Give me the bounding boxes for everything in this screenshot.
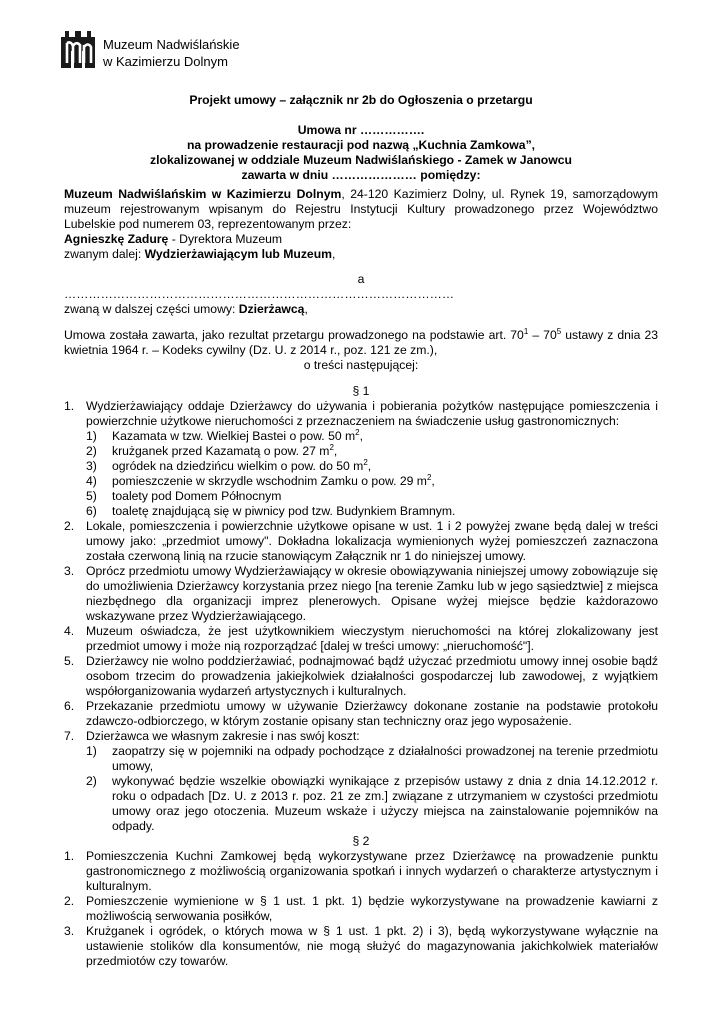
page-title: Projekt umowy – załącznik nr 2b do Ogłoszenia o przetargu bbox=[189, 93, 533, 107]
party1-rep-name: Agnieszkę Zadurę bbox=[64, 232, 169, 246]
party1-name: Muzeum Nadwiślańskim w Kazimierzu Dolnym bbox=[64, 187, 342, 201]
intro-sup-1: 1 bbox=[523, 326, 529, 336]
item-text: Dzierżawca we własnym zakresie i nas swój koszt: bbox=[86, 729, 360, 743]
room-text: Kazamata w tzw. Wielkiej Bastei o pow. 50 m bbox=[112, 429, 356, 443]
room-end: , bbox=[359, 429, 364, 443]
intro-sup-2: 5 bbox=[556, 326, 562, 336]
party1-representative bbox=[64, 232, 658, 247]
party1-rep-role: - Dyrektora Muzeum bbox=[168, 232, 283, 246]
item-text: Krużganek i ogródek, o których mowa w § 1 ust. 1 pkt. 2) i 3), będą wykorzystywane wyłącznie na ustawienie stolików dla konsumentów, nie mogą służyć do magazynowania jakichkolwiek materiałów przedmiotów czy towarów. bbox=[86, 924, 658, 968]
item-text: Muzeum oświadcza, że jest użytkownikiem wieczystym nieruchomości na której zlokalizowany jest przedmiot umowy i może nią rozporządzać [dalej w treści umowy: „nieruchomość"]. bbox=[86, 624, 658, 653]
obligation-text: wykonywać będzie wszelkie obowiązki wynikające z przepisów ustawy z dnia z dnia 14.12.2012 r. roku o odpadach [Dz. U. z 2013 r. poz. 21 ze zm.] związane z utrzymaniem w czystości przedmiotu umowy oraz jego otoczenia. Muzeum wskaże i użyczy miejsca na zainstalowanie pojemników na odpady. bbox=[112, 774, 658, 833]
room-end: , bbox=[333, 444, 338, 458]
room-text: krużganek przed Kazamatą o pow. 27 m bbox=[112, 444, 330, 458]
item-text: Przekazanie przedmiotu umowy w używanie Dzierżawcy dokonane zostanie na podstawie protokołu zdawczo-odbiorczego, w którym zostanie opisany stan techniczny oraz jego wyposażenie. bbox=[86, 699, 658, 728]
contract-date: zawarta w dniu ………………… pomiędzy: bbox=[241, 168, 481, 182]
museum-logo-icon bbox=[60, 29, 96, 69]
item-text: Pomieszczenia Kuchni Zamkowej będą wykorzystywane przez Dzierżawcę na prowadzenie punktu gastronomicznego z możliwością organizowania spotkań i innych wydarzeń o charakterze artystycznym i kulturalnym. bbox=[86, 849, 658, 893]
obligation-number: 1) bbox=[86, 744, 97, 758]
party1-called-prefix: zwanym dalej: bbox=[64, 247, 145, 261]
item-text: Oprócz przedmiotu umowy Wydzierżawiający w okresie obowiązywania niniejszej umowy zobowiązuje się do umożliwienia Dzierżawcy korzystania przez niego [na terenie Zamku lub w jego sąsiedztwie] z miejsca niezbędnego dla organizacji imprez plenerowych. Opisane wyżej miejsce będzie każdorazowo wskazywane przez Wydzierżawiającego. bbox=[86, 564, 658, 623]
room-sup: 2 bbox=[329, 442, 334, 452]
party2-dots: …………………………………………………………………………………… bbox=[64, 287, 454, 301]
item-number: 3. bbox=[64, 924, 75, 938]
room-number: 6) bbox=[86, 504, 97, 518]
item-text: Pomieszczenie wymienione w § 1 ust. 1 pkt. 1) będzie wykorzystywane na prowadzenie kawiarni z możliwością serwowania posiłków, bbox=[86, 894, 658, 923]
item-number: 2. bbox=[64, 519, 75, 533]
item-number: 4. bbox=[64, 624, 75, 638]
item-number: 1. bbox=[64, 399, 75, 413]
room-number: 4) bbox=[86, 474, 97, 488]
item-text: Lokale, pomieszczenia i powierzchnie użytkowe opisane w ust. 1 i 2 powyżej zwane będą dalej w treści umowy jako: „przedmiot umowy". Dokładna lokalizacja wymienionych wyżej pomieszczeń zaznaczona została czerwoną linią na rzucie stanowiącym Załącznik nr 1 do niniejszej umowy. bbox=[86, 519, 658, 563]
obligation-text: zaopatrzy się w pojemniki na odpady pochodzące z działalności prowadzonej na terenie przedmiotu umowy, bbox=[112, 744, 658, 773]
museum-name bbox=[103, 36, 240, 70]
room-sup: 2 bbox=[363, 457, 368, 467]
item-number: 3. bbox=[64, 564, 75, 578]
room-number: 1) bbox=[86, 429, 97, 443]
logo-line2: w Kazimierzu Dolnym bbox=[103, 54, 228, 69]
and-word: a bbox=[357, 272, 365, 286]
room-sup: 2 bbox=[355, 427, 360, 437]
item-number: 6. bbox=[64, 699, 75, 713]
intro-closing: o treści następującej: bbox=[303, 358, 419, 372]
party2-called bbox=[64, 302, 658, 317]
item-number: 5. bbox=[64, 654, 75, 668]
section2-heading: § 2 bbox=[352, 834, 370, 848]
logo-line1: Muzeum Nadwiślańskie bbox=[103, 37, 240, 52]
party2-called-name: Dzierżawcą bbox=[238, 302, 305, 316]
room-text: ogródek na dziedzińcu wielkim o pow. do 50 m bbox=[112, 459, 364, 473]
contract-subject: na prowadzenie restauracji pod nazwą „Kuchnia Zamkowa”, bbox=[186, 138, 536, 152]
room-text: toaletę znajdującą się w piwnicy pod tzw. Budynkiem Bramnym. bbox=[112, 504, 456, 518]
contract-number: Umowa nr ……………. bbox=[297, 123, 425, 137]
room-text: pomieszczenie w skrzydle wschodnim Zamku o pow. 29 m bbox=[112, 474, 427, 488]
intro-text-3: ustawy z dnia 23 kwietnia 1964 r. – Kodeks cywilny (Dz. U. z 2014 r., poz. 121 ze zm.), bbox=[64, 328, 659, 357]
contract-location: zlokalizowanej w oddziale Muzeum Nadwiślańskiego - Zamek w Janowcu bbox=[150, 153, 572, 167]
room-end: , bbox=[367, 459, 372, 473]
room-number: 5) bbox=[86, 489, 97, 503]
room-number: 2) bbox=[86, 444, 97, 458]
party2-called-suffix: , bbox=[304, 302, 308, 316]
obligation-number: 2) bbox=[86, 774, 97, 788]
party1-called bbox=[64, 247, 658, 262]
intro-text-2: – 70 bbox=[528, 328, 557, 342]
intro-text-1: Umowa została zawarta, jako rezultat przetargu prowadzonego na podstawie art. 70 bbox=[64, 328, 524, 342]
room-text: toalety pod Domem Północnym bbox=[112, 489, 282, 503]
room-end: , bbox=[431, 474, 435, 488]
room-sup: 2 bbox=[426, 472, 432, 482]
party1-details: , 24-120 Kazimierz Dolny, ul. Rynek 19, samorządowym muzeum rejestrowanym wpisanym do Rejestru Instytucji Kultury prowadzonego przez Województwo Lubelskie pod numerem 03, reprezentowanym przez: bbox=[64, 187, 658, 231]
room-number: 3) bbox=[86, 459, 97, 473]
item-number: 1. bbox=[64, 849, 75, 863]
party1-paragraph bbox=[64, 187, 658, 232]
party1-called-name: Wydzierżawiającym lub Muzeum bbox=[144, 247, 332, 261]
section1-heading: § 1 bbox=[352, 384, 370, 398]
item-text: Dzierżawcy nie wolno poddzierżawiać, podnajmować bądź użyczać przedmiotu umowy innej osobie bądź osobom trzecim do prowadzenia jakiejkolwiek działalności gospodarczej lub zawodowej, z wyjątkiem współorganizowania wydarzeń artystycznych i kulturalnych. bbox=[86, 654, 658, 698]
party2-called-prefix: zwaną w dalszej części umowy: bbox=[64, 302, 239, 316]
party1-called-suffix: , bbox=[332, 247, 336, 261]
intro-paragraph bbox=[64, 328, 658, 358]
item-number: 2. bbox=[64, 894, 75, 908]
item-text: Wydzierżawiający oddaje Dzierżawcy do używania i pobierania pożytków następujące pomieszczenia i powierzchnie użytkowe nieruchomości z przeznaczeniem na świadczenie usług gastronomicznych: bbox=[86, 399, 658, 428]
item-number: 7. bbox=[64, 729, 75, 743]
